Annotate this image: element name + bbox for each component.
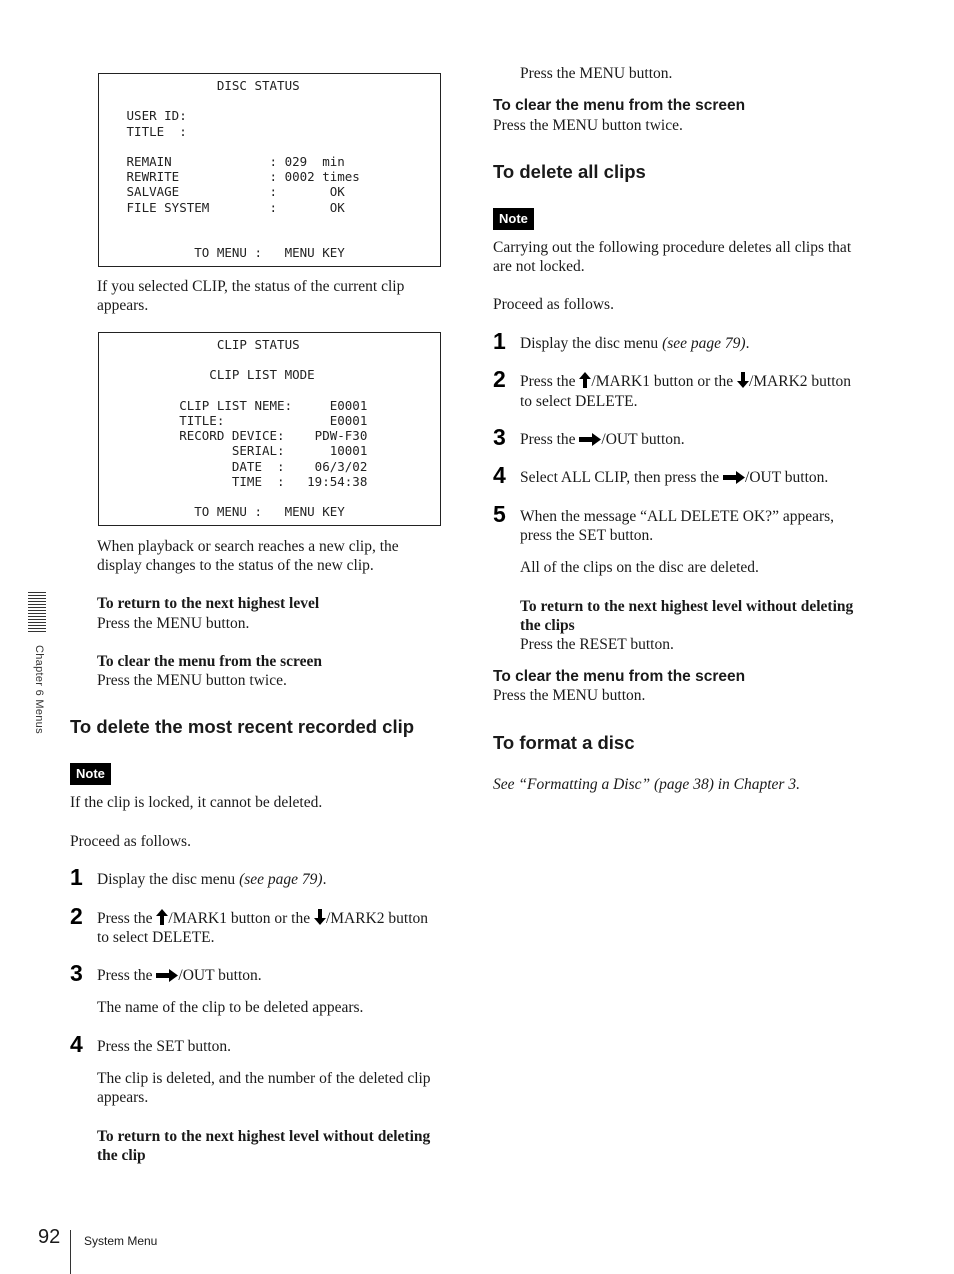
step-text: [97, 909, 467, 928]
screen-line: [119, 230, 360, 245]
screen-line: FILE SYSTEM : OK: [119, 199, 345, 215]
disc-status-screen: [98, 73, 441, 267]
return-no-delete-heading-cont: the clips: [520, 617, 575, 634]
screen-line: CLIP LIST MODE: [119, 367, 315, 383]
screen-line: RECORD DEVICE: PDW-F30: [119, 428, 368, 444]
step-text: When the message “ALL DELETE OK?” appears,: [520, 508, 835, 525]
step-subtext: All of the clips on the disc are deleted.: [520, 559, 759, 576]
step-number: 4: [70, 1031, 83, 1057]
screen-line: SERIAL: 10001: [119, 443, 368, 459]
screen-line: TITLE :: [119, 123, 187, 139]
arrow-right-icon: [156, 969, 178, 982]
arrow-right-icon: [579, 433, 601, 446]
clear-heading: To clear the menu from the screen: [493, 97, 746, 114]
screen-line: TO MENU : MENU KEY: [119, 245, 345, 261]
format-reference: See “Formatting a Disc” (page 38) in Chapter 3.: [493, 776, 800, 793]
screen-line: REWRITE : 0002 times: [119, 169, 360, 185]
arrow-down-icon: [737, 372, 749, 388]
step-text-cont: to select DELETE.: [97, 929, 215, 946]
page-ref: (see page 79): [239, 871, 323, 888]
screen-line: TITLE: E0001: [119, 413, 368, 429]
clear-heading: To clear the menu from the screen: [493, 668, 746, 685]
clip-status-screen: [98, 332, 441, 526]
proceed-text: Proceed as follows.: [493, 296, 614, 313]
page-ref: (see page 79): [662, 335, 746, 352]
return-no-delete-heading: To return to the next highest level without deleting: [97, 1128, 431, 1145]
step-text-part: Press the: [520, 373, 580, 390]
screen-line: CLIP STATUS: [119, 337, 300, 352]
clear-body: Press the MENU button twice.: [493, 117, 683, 134]
step-number: 2: [493, 366, 506, 392]
clip-status-intro: If you selected CLIP, the status of the current clip appears.: [97, 278, 405, 314]
screen-line: [119, 139, 360, 154]
step-text-part: /OUT button.: [601, 431, 685, 448]
step-text-part: Press the: [520, 431, 580, 448]
arrow-down-icon: [314, 909, 326, 925]
note-badge: Note: [493, 208, 534, 230]
screen-line: [119, 489, 367, 504]
step-text: Press the SET button.: [97, 1038, 232, 1055]
section-title-delete-all: To delete all clips: [493, 161, 646, 182]
screen-line: [119, 352, 367, 367]
step-number: 1: [493, 328, 506, 354]
clip-status-text: [119, 337, 367, 519]
screen-line: REMAIN : 029 min: [119, 154, 345, 170]
screen-line: USER ID:: [119, 108, 187, 124]
return-body: Press the MENU button.: [97, 615, 250, 632]
step-text-cont: press the SET button.: [520, 527, 654, 544]
top-line: Press the MENU button.: [520, 65, 673, 82]
step-text: [520, 430, 685, 449]
step-number: 2: [70, 903, 83, 929]
step-text: [97, 870, 326, 889]
playback-paragraph: When playback or search reaches a new clip, the display changes to the status of the new clip.: [97, 538, 399, 574]
footer-section: System Menu: [84, 1234, 158, 1248]
screen-line: SALVAGE : OK: [119, 184, 345, 200]
screen-line: [119, 93, 360, 108]
note-text-cont: are not locked.: [493, 258, 585, 275]
step-text-part: .: [322, 871, 327, 888]
screen-line: [119, 215, 360, 230]
clear-body: Press the MENU button.: [493, 687, 646, 704]
step-text: [97, 966, 262, 985]
step-text-part: /OUT button.: [745, 469, 829, 486]
step-text: [520, 372, 900, 391]
step-subtext: The clip is deleted, and the number of the deleted clip: [97, 1070, 431, 1087]
step-text-cont: to select DELETE.: [520, 393, 638, 410]
clear-body: Press the MENU button twice.: [97, 672, 287, 689]
step-number: 3: [493, 424, 506, 450]
step-text-part: Display the disc menu: [97, 871, 240, 888]
note-text: Carrying out the following procedure deletes all clips that: [493, 239, 852, 256]
screen-line: DATE : 06/3/02: [119, 458, 368, 474]
section-title-format: To format a disc: [493, 732, 635, 753]
step-text-part: Press the: [97, 910, 157, 927]
step-text-part: Press the: [97, 967, 157, 984]
screen-line: [119, 383, 367, 398]
note-text: If the clip is locked, it cannot be deleted.: [70, 794, 323, 811]
arrow-right-icon: [723, 471, 745, 484]
step-text: [520, 334, 749, 353]
screen-line: DISC STATUS: [119, 78, 300, 93]
chapter-tab-label: Chapter 6 Menus: [33, 645, 45, 734]
step-text-part: /MARK2 button: [748, 373, 852, 390]
step-text-part: .: [745, 335, 750, 352]
step-number: 5: [493, 501, 506, 527]
clear-heading: To clear the menu from the screen: [97, 653, 322, 670]
step-text-part: /OUT button.: [178, 967, 262, 984]
step-text-part: /MARK1 button or the: [591, 373, 737, 390]
page-number: 92: [38, 1226, 61, 1248]
screen-line: TO MENU : MENU KEY: [119, 504, 345, 520]
step-text-part: Select ALL CLIP, then press the: [520, 469, 724, 486]
disc-status-text: [119, 78, 360, 260]
section-title-delete-recent: To delete the most recent recorded clip: [70, 716, 415, 737]
return-no-delete-heading-cont: the clip: [97, 1147, 146, 1164]
step-number: 1: [70, 864, 83, 890]
step-text: [520, 468, 828, 487]
return-no-delete-heading: To return to the next highest level without deleting: [520, 598, 854, 615]
footer-divider: [70, 1230, 71, 1274]
arrow-up-icon: [579, 372, 591, 388]
step-number: 3: [70, 960, 83, 986]
arrow-up-icon: [156, 909, 168, 925]
screen-line: CLIP LIST NEME: E0001: [119, 397, 368, 413]
step-text-part: Display the disc menu: [520, 335, 663, 352]
return-heading: To return to the next highest level: [97, 595, 320, 612]
step-text-part: /MARK2 button: [325, 910, 429, 927]
return-no-delete-body: Press the RESET button.: [520, 636, 674, 653]
step-subtext: The name of the clip to be deleted appears.: [97, 999, 364, 1016]
step-number: 4: [493, 462, 506, 488]
step-text-part: /MARK1 button or the: [168, 910, 314, 927]
step-subtext: appears.: [97, 1089, 149, 1106]
chapter-tab-marker: [28, 592, 46, 634]
proceed-text: Proceed as follows.: [70, 833, 191, 850]
note-badge: Note: [70, 763, 111, 785]
screen-line: TIME : 19:54:38: [119, 473, 368, 489]
